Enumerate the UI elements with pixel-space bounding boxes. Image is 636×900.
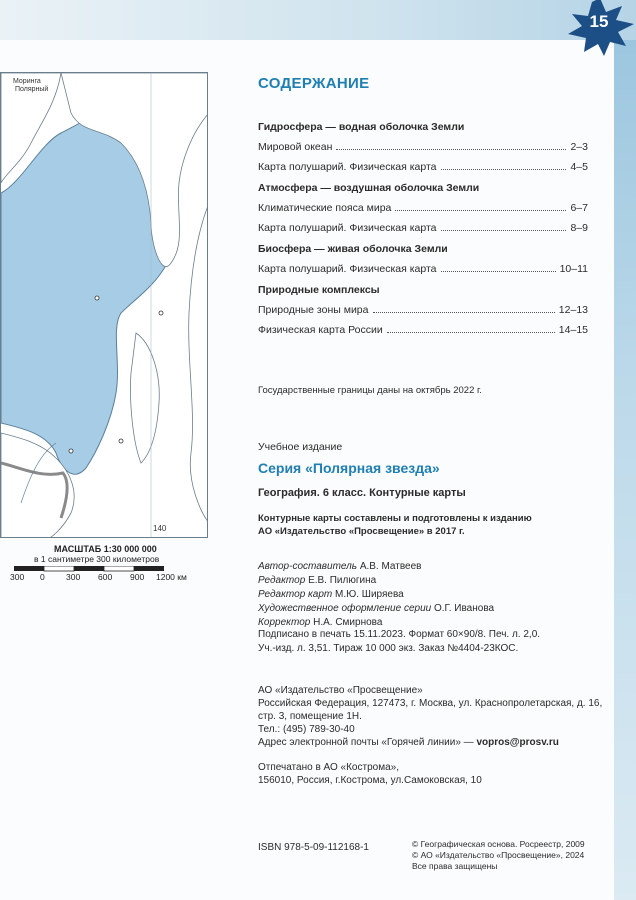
toc-title: СОДЕРЖАНИЕ — [258, 75, 370, 92]
credit-role: Художественное оформление серии — [258, 603, 432, 614]
toc-leader-dots — [441, 157, 567, 170]
toc-leader-dots — [441, 218, 567, 231]
credit-line — [258, 574, 494, 588]
toc-entry-pages: 12–13 — [558, 304, 588, 316]
toc-entry-pages: 8–9 — [570, 222, 588, 234]
toc-entry-pages: 10–11 — [559, 263, 588, 275]
borders-note: Государственные границы даны на октябрь 2022 г. — [258, 385, 482, 396]
toc-entry-label: Мировой океан — [258, 141, 333, 153]
contour-map — [0, 72, 208, 538]
scale-tick: 300 — [10, 572, 25, 582]
publisher-email-label: Адрес электронной почты «Горячей линии» — — [258, 737, 474, 748]
toc-leader-dots — [373, 300, 555, 313]
publisher-address: стр. 3, помещение 1Н. — [258, 711, 362, 722]
credit-name: А.В. Матвеев — [359, 561, 422, 572]
toc-entry[interactable] — [258, 218, 588, 238]
map-label-1: Моринга — [13, 78, 41, 85]
toc-entry-label: Климатические пояса мира — [258, 202, 392, 214]
printer-line: Отпечатано в АО «Кострома», — [258, 762, 399, 773]
toc-entry-label: Карта полушарий. Физическая карта — [258, 222, 437, 234]
series-title: Серия «Полярная звезда» — [258, 460, 440, 476]
publisher-info — [258, 684, 602, 749]
toc-entry-label: Карта полушарий. Физическая карта — [258, 161, 437, 173]
toc-section-heading: Гидросфера — водная оболочка Земли — [258, 121, 465, 133]
credit-name: Н.А. Смирнова — [313, 617, 383, 628]
toc-leader-dots — [395, 198, 566, 211]
scale-subtitle: в 1 сантиметре 300 километров — [34, 554, 160, 564]
scale-tick: 1200 км — [156, 572, 187, 582]
toc-entry-label: Карта полушарий. Физическая карта — [258, 263, 437, 275]
credit-role: Корректор — [258, 617, 311, 628]
copyright-line: Все права защищены — [412, 861, 498, 871]
credit-role: Редактор — [258, 575, 306, 586]
publisher-address: Российская Федерация, 127473, г. Москва, ул. Краснопролетарская, д. 16, — [258, 698, 603, 709]
toc-entry[interactable] — [258, 137, 588, 157]
toc-entry[interactable] — [258, 259, 588, 279]
toc-entry-pages: 14–15 — [558, 324, 588, 336]
prepared-note — [258, 512, 532, 538]
publisher-email[interactable]: vopros@prosv.ru — [476, 737, 559, 748]
credit-line — [258, 560, 494, 574]
credit-role: Автор-составитель — [258, 561, 358, 572]
printer-line: 156010, Россия, г.Кострома, ул.Самоковская, 10 — [258, 775, 482, 786]
copyright-line: © Географическая основа. Росреестр, 2009 — [412, 839, 585, 849]
print-info-line: Уч.-изд. л. 3,51. Тираж 10 000 экз. Заказ №4404-23КОС. — [258, 643, 519, 654]
toc-entry[interactable] — [258, 198, 588, 218]
isbn: ISBN 978-5-09-112168-1 — [258, 842, 369, 853]
toc-entry-label: Физическая карта России — [258, 324, 383, 336]
copyright — [412, 839, 585, 872]
credit-name: Е.В. Пилюгина — [308, 575, 377, 586]
publisher-name: АО «Издательство «Просвещение» — [258, 685, 423, 696]
scale-tick: 900 — [130, 572, 145, 582]
toc-section-heading: Биосфера — живая оболочка Земли — [258, 243, 448, 255]
toc-entry-pages: 4–5 — [570, 161, 588, 173]
toc-entry-pages: 2–3 — [570, 141, 588, 153]
prepared-line: Контурные карты составлены и подготовлены к изданию — [258, 513, 532, 524]
table-of-contents — [258, 118, 588, 340]
credit-name: М.Ю. Ширяева — [335, 589, 404, 600]
copyright-line: © АО «Издательство «Просвещение», 2024 — [412, 850, 585, 860]
credit-line — [258, 588, 494, 602]
toc-entry-pages: 6–7 — [570, 202, 588, 214]
scale-ticks — [10, 572, 210, 584]
print-info-line: Подписано в печать 15.11.2023. Формат 60×90/8. Печ. л. 2,0. — [258, 629, 541, 640]
scale-tick: 0 — [40, 572, 45, 582]
map-meridian-label: 140 — [153, 524, 167, 533]
toc-leader-dots — [336, 137, 566, 150]
prepared-line: АО «Издательство «Просвещение» в 2017 г. — [258, 526, 465, 537]
toc-entry[interactable] — [258, 320, 588, 340]
right-edge-band — [614, 40, 636, 900]
toc-section-heading: Природные комплексы — [258, 284, 380, 296]
scale-title: МАСШТАБ 1:30 000 000 — [54, 544, 157, 554]
credit-name: О.Г. Иванова — [433, 603, 495, 614]
print-info — [258, 628, 540, 656]
toc-entry-label: Природные зоны мира — [258, 304, 369, 316]
toc-leader-dots — [387, 320, 555, 333]
toc-entry[interactable] — [258, 157, 588, 177]
edition-type: Учебное издание — [258, 441, 343, 453]
toc-section-heading: Атмосфера — воздушная оболочка Земли — [258, 182, 480, 194]
scale-tick: 600 — [98, 572, 113, 582]
page-number: 15 — [589, 12, 609, 31]
publisher-phone: Тел.: (495) 789-30-40 — [258, 724, 355, 735]
credit-line — [258, 602, 494, 616]
publisher-email-line — [258, 736, 602, 749]
book-title: География. 6 класс. Контурные карты — [258, 487, 466, 499]
credits — [258, 560, 494, 630]
scale-tick: 300 — [66, 572, 81, 582]
map-label-2: Полярный — [15, 86, 49, 93]
credit-role: Редактор карт — [258, 589, 333, 600]
toc-leader-dots — [441, 259, 556, 272]
top-banner — [0, 0, 636, 40]
printer-info — [258, 761, 482, 787]
toc-entry[interactable] — [258, 300, 588, 320]
